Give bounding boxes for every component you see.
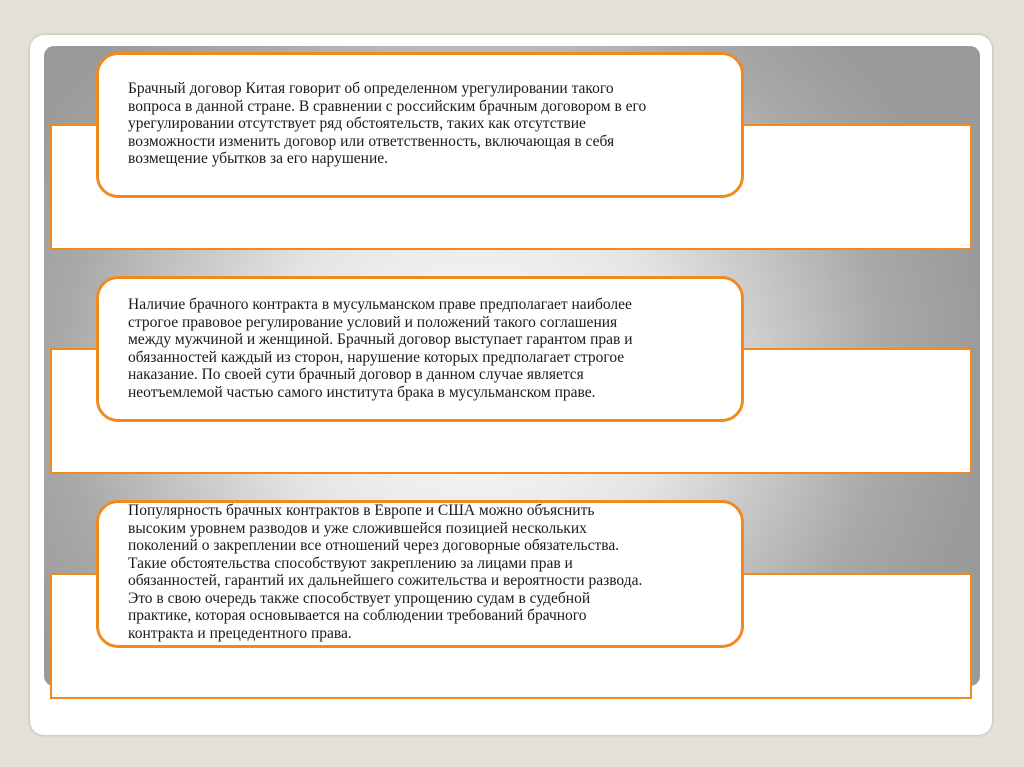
- text-card-europe-usa-body: Популярность брачных контрактов в Европе и США можно объяснить высоким уровнем разводов и уже сложившейся позицией нескольких поколений о закреплении все отношений через договорные обязательства. Такие обстоятельства способствуют закреплению за лицами прав и обязанностей, гарантий их дальнейшего сожительства и вероятности развода. Это в свою очередь также способствует упрощению судам в судебной практике, которая основывается на соблюдении требований брачного контракта и прецедентного права.: [128, 502, 643, 642]
- text-card-china-body: Брачный договор Китая говорит об определенном урегулировании такого вопроса в данной стране. В сравнении с российским брачным договором в его урегулировании отсутствует ряд обстоятельств, таких как отсутствие возможности изменить договор или ответственность, включающая в себя возмещение убытков за его нарушение.: [128, 80, 647, 167]
- text-card-muslim-law-body: Наличие брачного контракта в мусульманском праве предполагает наиболее строгое правовое регулирование условий и положений такого соглашения между мужчиной и женщиной. Брачный договор выступает гарантом прав и обязанностей каждый из сторон, нарушение которых предполагает строгое наказание. По своей сути брачный договор в данном случае является неотъемлемой частью самого института брака в мусульманском праве.: [128, 296, 633, 401]
